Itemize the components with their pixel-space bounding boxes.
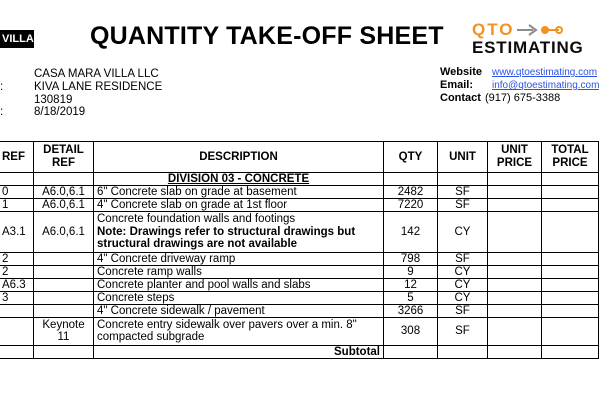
- cell-unit: CY: [438, 278, 488, 291]
- division-title: DIVISION 03 - CONCRETE: [94, 173, 384, 186]
- project-residence: KIVA LANE RESIDENCE: [34, 81, 163, 93]
- cell-unit-price: [488, 212, 542, 253]
- cell-ref: 2: [0, 252, 34, 265]
- cell-detail: [34, 291, 94, 304]
- cell-qty: 12: [384, 278, 438, 291]
- logo-estimating-text: ESTIMATING: [472, 38, 584, 57]
- cell-unit: SF: [438, 199, 488, 212]
- cell-desc: Concrete steps: [94, 291, 384, 304]
- cell-detail: A6.0,6.1: [34, 212, 94, 253]
- cell-unit-price: [488, 252, 542, 265]
- cell-detail: [34, 278, 94, 291]
- contact-phone: (917) 675-3388: [485, 92, 561, 104]
- cell-unit-price: [488, 278, 542, 291]
- cell-desc: Concrete planter and pool walls and slabs: [94, 278, 384, 291]
- cell-unit: SF: [438, 317, 488, 345]
- table-row: [0, 291, 599, 304]
- cell-desc: 4" Concrete driveway ramp: [94, 252, 384, 265]
- cell-qty: 308: [384, 317, 438, 345]
- project-client: CASA MARA VILLA LLC: [34, 68, 159, 80]
- table-row: [0, 265, 599, 278]
- cell-ref: 0: [0, 186, 34, 199]
- website-label: Website: [440, 66, 482, 78]
- cell-unit-price: [488, 317, 542, 345]
- cell-detail: A6.0,6.1: [34, 199, 94, 212]
- project-label-2: :: [0, 106, 4, 118]
- subtotal-label: Subtotal: [94, 345, 384, 358]
- col-total-price: TOTAL PRICE: [542, 142, 599, 173]
- cell-desc: 6" Concrete slab on grade at basement: [94, 186, 384, 199]
- cell-detail: A6.0,6.1: [34, 186, 94, 199]
- cell-detail: [34, 265, 94, 278]
- cell-qty: 2482: [384, 186, 438, 199]
- takeoff-table: [0, 141, 599, 359]
- cell-qty: 798: [384, 252, 438, 265]
- cell-unit: CY: [438, 265, 488, 278]
- cell-desc: 4" Concrete slab on grade at 1st floor: [94, 199, 384, 212]
- cell-unit: SF: [438, 186, 488, 199]
- cell-ref: A3.1: [0, 212, 34, 253]
- project-number: 130819: [34, 94, 73, 106]
- cell-detail: [34, 252, 94, 265]
- cell-detail: Keynote 11: [34, 317, 94, 345]
- cell-qty: 5: [384, 291, 438, 304]
- subtotal-row: [0, 345, 599, 358]
- cell-desc: Concrete ramp walls: [94, 265, 384, 278]
- cell-qty: 142: [384, 212, 438, 253]
- cell-total-price: [542, 186, 599, 199]
- cell-total-price: [542, 199, 599, 212]
- cell-unit: SF: [438, 304, 488, 317]
- villa-tag: VILLA: [0, 30, 34, 48]
- cell-total-price: [542, 252, 599, 265]
- desc-note: Note: Drawings refer to structural drawings but structural drawings are not available: [97, 225, 356, 250]
- col-unit: UNIT: [438, 142, 488, 173]
- cell-unit-price: [488, 265, 542, 278]
- website-link[interactable]: www.qtoestimating.com: [492, 67, 598, 78]
- cell-total-price: [542, 212, 599, 253]
- table-row: [0, 212, 599, 253]
- col-description: DESCRIPTION: [94, 142, 384, 173]
- cell-qty: 3266: [384, 304, 438, 317]
- page-title: QUANTITY TAKE-OFF SHEET: [90, 22, 444, 50]
- cell-qty: 9: [384, 265, 438, 278]
- cell-total-price: [542, 291, 599, 304]
- cell-unit-price: [488, 291, 542, 304]
- cell-total-price: [542, 278, 599, 291]
- col-qty: QTY: [384, 142, 438, 173]
- cell-total-price: [542, 304, 599, 317]
- cell-total-price: [542, 265, 599, 278]
- cell-unit-price: [488, 186, 542, 199]
- cell-ref: [0, 304, 34, 317]
- logo-qto-text: QTO: [472, 20, 515, 39]
- table-row: [0, 186, 599, 199]
- project-label-1: :: [0, 81, 4, 93]
- cell-ref: A6.3: [0, 278, 34, 291]
- table-header-row: [0, 142, 599, 173]
- cell-desc: Concrete entry sidewalk over pavers over a min. 8" compacted subgrade: [94, 317, 384, 345]
- email-label: Email:: [440, 79, 474, 91]
- contact-label: Contact: [440, 92, 481, 104]
- table-row: [0, 252, 599, 265]
- cell-unit-price: [488, 199, 542, 212]
- division-row: [0, 173, 599, 186]
- cell-desc: [94, 212, 384, 253]
- col-ref: REF: [0, 142, 34, 173]
- cell-ref: 1: [0, 199, 34, 212]
- col-detail-ref: DETAIL REF: [34, 142, 94, 173]
- table-row: [0, 317, 599, 345]
- cell-desc: 4" Concrete sidewalk / pavement: [94, 304, 384, 317]
- desc-main: Concrete foundation walls and footings: [97, 213, 296, 225]
- cell-unit-price: [488, 304, 542, 317]
- cell-ref: 2: [0, 265, 34, 278]
- col-unit-price: UNIT PRICE: [488, 142, 542, 173]
- contact-info: [440, 66, 599, 105]
- cell-ref: 3: [0, 291, 34, 304]
- table-row: [0, 304, 599, 317]
- cell-unit: SF: [438, 252, 488, 265]
- project-date: 8/18/2019: [34, 106, 86, 118]
- cell-unit: CY: [438, 291, 488, 304]
- cell-ref: [0, 317, 34, 345]
- email-link[interactable]: info@qtoestimating.com: [492, 80, 599, 91]
- cell-detail: [34, 304, 94, 317]
- cell-total-price: [542, 317, 599, 345]
- cell-unit: CY: [438, 212, 488, 253]
- logo-arrow-icon: [515, 22, 585, 38]
- qto-logo: [469, 20, 599, 60]
- table-row: [0, 278, 599, 291]
- table-row: [0, 199, 599, 212]
- cell-qty: 7220: [384, 199, 438, 212]
